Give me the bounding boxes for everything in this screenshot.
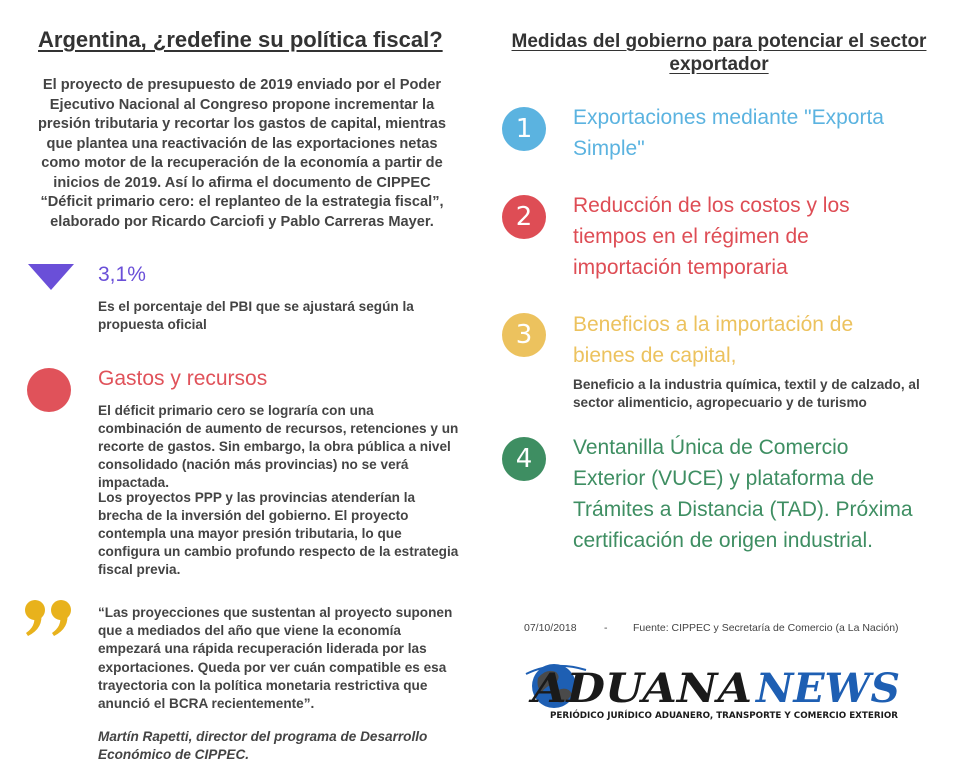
quote-text: “Las proyecciones que sustentan al proyecto suponen que a mediados del año que viene la economía empezará una rápida recuperación liderada por las exportaciones. Queda por ver cuán compatible es esa trayectoria con la política monetaria restrictiva que anunció el BCRA recientemente”.	[98, 605, 453, 712]
intro-paragraph: El proyecto de presupuesto de 2019 enviado por el Poder Ejecutivo Nacional al Congreso propone incrementar la presión tributaria y recortar los gastos de capital, mientras que plantea una reactivación de las exportaciones netas como motor de la recuperación de la economía a partir de inicios de 2019. Así lo afirma el documento de CIPPEC “Déficit primario cero: el replanteo de la estrategia fiscal”, elaborado por Ricardo Carciofi y Pablo Carreras Mayer.	[38, 77, 446, 230]
measure-3-subtext: Beneficio a la industria química, textil y de calzado, al sector alimenticio, agropecuario y de turismo	[573, 377, 920, 410]
gastos-title: Gastos y recursos	[98, 367, 268, 390]
quote-author: Martín Rapetti, director del programa de Desarrollo Económico de CIPPEC.	[98, 729, 428, 762]
footer-separator: -	[604, 622, 608, 634]
down-triangle-icon	[28, 264, 74, 290]
measure-4-text: Ventanilla Única de Comercio Exterior (VUCE) y plataforma de Trámites a Distancia (TAD). Próxima certificación de origen industrial.	[573, 436, 913, 552]
footer-date: 07/10/2018	[524, 622, 577, 634]
page-title: Argentina, ¿redefine su política fiscal?	[38, 27, 443, 52]
measure-3-text: Beneficios a la importación de bienes de capital,	[573, 313, 854, 367]
measure-1-text: Exportaciones mediante "Exporta Simple"	[573, 106, 884, 160]
measure-2-text: Reducción de los costos y los tiempos en el régimen de importación temporaria	[573, 194, 850, 279]
number-1-icon: 1	[502, 107, 546, 151]
logo-word-aduana: ADUANA	[527, 665, 752, 712]
gastos-text-2: Los proyectos PPP y las provincias atenderían la brecha de la inversión del gobierno. El proyecto contempla una mayor presión tributaria, lo que configura un cambio profundo respecto de la estrategia fiscal previa.	[98, 490, 459, 577]
measures-title: Medidas del gobierno para potenciar el sector exportador	[511, 31, 927, 75]
red-circle-icon	[27, 368, 71, 412]
stat-description: Es el porcentaje del PBI que se ajustará según la propuesta oficial	[98, 299, 414, 332]
quote-icon	[24, 598, 76, 638]
logo-tagline: PERIÓDICO JURÍDICO ADUANERO, TRANSPORTE Y COMERCIO EXTERIOR	[550, 711, 889, 721]
number-2-icon: 2	[502, 195, 546, 239]
number-3-icon: 3	[502, 313, 546, 357]
aduana-news-logo	[524, 656, 906, 726]
gastos-text-1: El déficit primario cero se lograría con una combinación de aumento de recursos, retenciones y un recorte de gastos. Sin embargo, la obra pública a nivel consolidado (nación más provincias) no se verá impactada.	[98, 403, 459, 490]
footer-source: Fuente: CIPPEC y Secretaría de Comercio (a La Nación)	[633, 622, 899, 634]
number-4-icon: 4	[502, 437, 546, 481]
stat-value: 3,1%	[98, 263, 146, 286]
logo-word-news: NEWS	[753, 665, 900, 712]
